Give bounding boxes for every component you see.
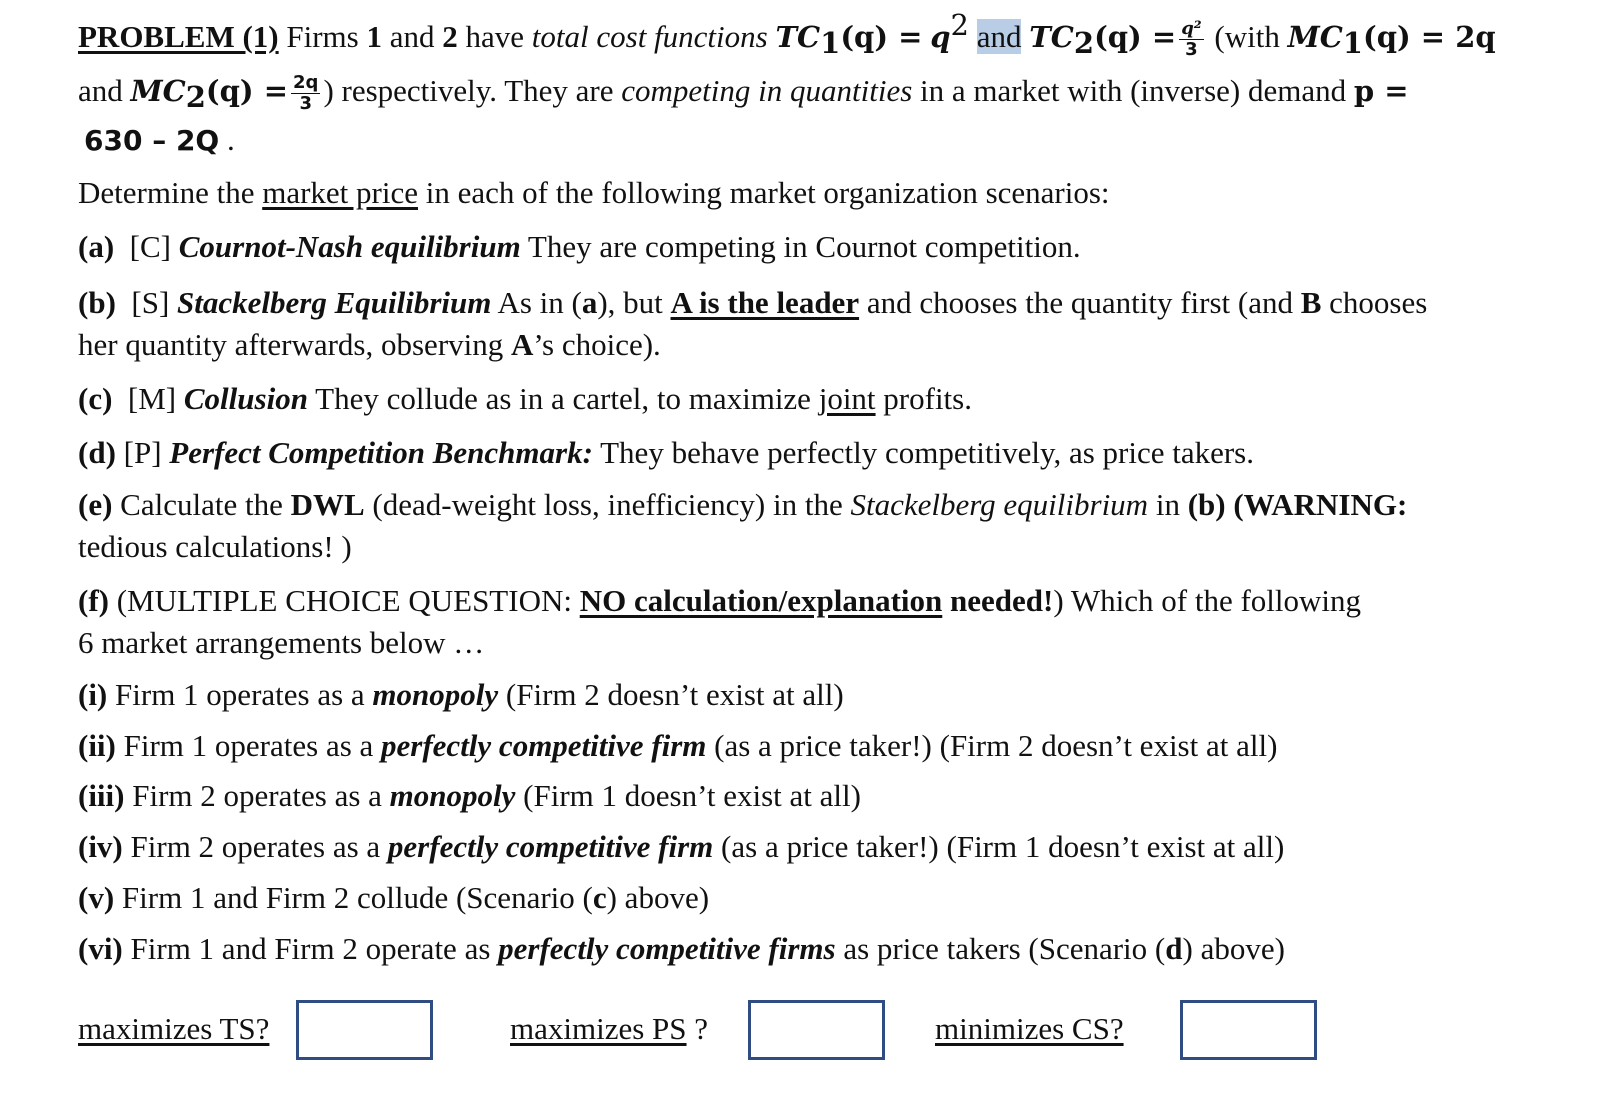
text: ’s choice). bbox=[533, 327, 661, 362]
text: and bbox=[78, 73, 123, 108]
mc2-denominator: 3 bbox=[299, 93, 312, 115]
part-a-title: Cournot-Nash equilibrium bbox=[178, 229, 521, 264]
tc2-subscript: 2 bbox=[1073, 26, 1095, 60]
text: Firm 1 and Firm 2 operate as bbox=[130, 931, 491, 966]
text: Firm 2 operates as a bbox=[130, 829, 381, 864]
part-a bbox=[78, 228, 1556, 266]
part-b-title: Stackelberg Equilibrium bbox=[177, 285, 492, 320]
text: in each of the following market organization scenarios: bbox=[425, 175, 1110, 210]
option-vi bbox=[78, 930, 1556, 968]
text: . bbox=[226, 122, 235, 157]
text: (dead-weight loss, inefficiency) in the bbox=[372, 487, 843, 522]
tc2-numerator: q² bbox=[1181, 18, 1202, 40]
market-price-text: market price bbox=[262, 175, 418, 210]
text: Firms bbox=[286, 19, 359, 54]
tc2-fraction bbox=[1179, 19, 1203, 60]
text: tedious calculations! ) bbox=[78, 529, 352, 564]
maximizes-ps-label-wrap bbox=[510, 1010, 708, 1048]
text: in a market with (inverse) demand bbox=[920, 73, 1347, 108]
mc2-numerator: 2q bbox=[293, 72, 319, 94]
text: ) above) bbox=[606, 880, 710, 915]
option-vi-label: (vi) bbox=[78, 931, 123, 966]
tc1-formula bbox=[775, 8, 969, 60]
text: (Firm 2 doesn’t exist at all) bbox=[505, 677, 844, 712]
text: a bbox=[581, 285, 598, 320]
option-iv-label: (iv) bbox=[78, 829, 123, 864]
mc2-argument: (q) = bbox=[205, 74, 289, 108]
tc1-exponent: 2 bbox=[950, 8, 969, 42]
competing-in-quantities-text: competing in quantities bbox=[621, 73, 913, 108]
part-c-tag: [M] bbox=[127, 381, 177, 416]
highlighted-and: and bbox=[976, 19, 1022, 54]
text: and bbox=[389, 19, 435, 54]
part-f-line-1 bbox=[78, 582, 1556, 620]
part-c-title: Collusion bbox=[183, 381, 308, 416]
cs-answer-box[interactable] bbox=[1180, 1000, 1317, 1060]
tc1-q: q bbox=[930, 20, 951, 54]
part-e-line-1 bbox=[78, 486, 1556, 524]
part-e-label: (e) bbox=[78, 487, 113, 522]
stackelberg-text: Stackelberg equilibrium bbox=[850, 487, 1149, 522]
option-i bbox=[78, 676, 1556, 714]
text: her quantity afterwards, observing bbox=[78, 327, 504, 362]
option-iii-label: (iii) bbox=[78, 778, 125, 813]
option-v bbox=[78, 879, 1556, 917]
maximizes-ts-label: maximizes TS? bbox=[78, 1011, 270, 1046]
text: have bbox=[465, 19, 525, 54]
part-c-label: (c) bbox=[78, 381, 113, 416]
part-d bbox=[78, 434, 1556, 472]
total-cost-functions-text: total cost functions bbox=[531, 19, 768, 54]
part-b-tag: [S] bbox=[131, 285, 170, 320]
text: perfectly competitive firm bbox=[381, 728, 707, 763]
text: (as a price taker!) (Firm 2 doesn’t exist at all) bbox=[714, 728, 1278, 763]
part-b-line-2 bbox=[78, 326, 1556, 364]
mc2-symbol: MC bbox=[130, 74, 186, 108]
text: ) above) bbox=[1182, 931, 1285, 966]
text: They collude as in a cartel, to maximize bbox=[315, 381, 811, 416]
text: d bbox=[1165, 931, 1183, 966]
text: ) respectively. They are bbox=[323, 73, 614, 108]
option-v-label: (v) bbox=[78, 880, 115, 915]
text: They are competing in Cournot competition. bbox=[527, 229, 1081, 264]
maximizes-ps-label: maximizes PS bbox=[510, 1011, 687, 1046]
warning-text: (WARNING: bbox=[1233, 487, 1408, 522]
demand-equation: 630 – 2Q bbox=[84, 124, 220, 157]
mc2-fraction bbox=[291, 73, 320, 114]
tc1-symbol: TC bbox=[775, 20, 821, 54]
dwl-text: DWL bbox=[290, 487, 365, 522]
text: and chooses the quantity first (and bbox=[866, 285, 1293, 320]
text: ), but bbox=[597, 285, 663, 320]
tc1-subscript: 1 bbox=[820, 26, 841, 60]
text: They behave perfectly competitively, as price takers. bbox=[600, 435, 1254, 470]
text: as price takers (Scenario ( bbox=[843, 931, 1166, 966]
text: profits. bbox=[883, 381, 972, 416]
part-b-label: (b) bbox=[78, 285, 116, 320]
text: (Firm 1 doesn’t exist at all) bbox=[523, 778, 861, 813]
mc1-symbol: MC bbox=[1287, 20, 1343, 54]
text: B bbox=[1300, 285, 1322, 320]
option-i-label: (i) bbox=[78, 677, 108, 712]
part-f-label: (f) bbox=[78, 583, 109, 618]
problem-line-2 bbox=[78, 72, 1556, 114]
text: Firm 1 operates as a bbox=[123, 728, 374, 763]
problem-heading: PROBLEM (1) bbox=[78, 19, 279, 54]
ps-answer-box[interactable] bbox=[748, 1000, 885, 1060]
option-ii bbox=[78, 727, 1556, 765]
part-a-tag: [C] bbox=[129, 229, 171, 264]
intro-line bbox=[78, 174, 1556, 212]
text: c bbox=[592, 880, 607, 915]
text: Calculate the bbox=[120, 487, 283, 522]
ts-answer-box[interactable] bbox=[296, 1000, 433, 1060]
firm-2-number: 2 bbox=[442, 19, 458, 54]
text: perfectly competitive firms bbox=[498, 931, 836, 966]
demand-p: p = bbox=[1353, 74, 1409, 108]
text: ) Which of the following bbox=[1053, 583, 1361, 618]
text: (b) bbox=[1187, 487, 1226, 522]
tc2-symbol: TC bbox=[1029, 20, 1074, 54]
text: Firm 1 and Firm 2 collude (Scenario ( bbox=[121, 880, 593, 915]
part-d-label: (d) bbox=[78, 435, 116, 470]
mc1-subscript: 1 bbox=[1342, 26, 1363, 60]
part-b-line-1 bbox=[78, 284, 1556, 322]
part-a-label: (a) bbox=[78, 229, 115, 264]
text: in bbox=[1155, 487, 1180, 522]
tc2-formula bbox=[1029, 18, 1206, 61]
tc2-denominator: 3 bbox=[1185, 39, 1198, 61]
text: Firm 1 operates as a bbox=[115, 677, 365, 712]
part-c bbox=[78, 380, 1556, 418]
mc1-formula bbox=[1287, 19, 1496, 60]
option-ii-label: (ii) bbox=[78, 728, 116, 763]
text: (as a price taker!) (Firm 1 doesn’t exist at all) bbox=[721, 829, 1285, 864]
tc2-argument: (q) = bbox=[1094, 20, 1177, 54]
tc1-argument: (q) = bbox=[840, 20, 923, 54]
part-f-line-2 bbox=[78, 624, 1556, 662]
no-calculation-text: NO calculation/explanation bbox=[579, 583, 943, 618]
mc2-formula bbox=[130, 72, 324, 115]
firm-1-number: 1 bbox=[366, 19, 382, 54]
problem-line-3 bbox=[84, 121, 1556, 160]
text: perfectly competitive firm bbox=[387, 829, 714, 864]
part-d-title: Perfect Competition Benchmark: bbox=[169, 435, 593, 470]
option-iv bbox=[78, 828, 1556, 866]
text: A bbox=[511, 327, 534, 362]
text: (with bbox=[1214, 19, 1280, 54]
option-iii bbox=[78, 777, 1556, 815]
text: ? bbox=[694, 1011, 709, 1046]
text: Determine the bbox=[78, 175, 255, 210]
a-is-leader-text: A is the leader bbox=[670, 285, 860, 320]
minimizes-cs-label: minimizes CS? bbox=[935, 1011, 1124, 1046]
text: (MULTIPLE CHOICE QUESTION: bbox=[116, 583, 572, 618]
joint-text: joint bbox=[818, 381, 876, 416]
text: Firm 2 operates as a bbox=[132, 778, 382, 813]
mc1-argument: (q) = 2q bbox=[1362, 20, 1496, 54]
needed-text: needed! bbox=[950, 583, 1054, 618]
text: 6 market arrangements below … bbox=[78, 625, 485, 660]
text: As in ( bbox=[497, 285, 582, 320]
text: monopoly bbox=[372, 677, 499, 712]
text: monopoly bbox=[389, 778, 516, 813]
part-d-tag: [P] bbox=[123, 435, 162, 470]
text: chooses bbox=[1329, 285, 1428, 320]
part-e-line-2 bbox=[78, 528, 1556, 566]
mc2-subscript: 2 bbox=[185, 80, 206, 114]
problem-line-1 bbox=[78, 8, 1556, 61]
